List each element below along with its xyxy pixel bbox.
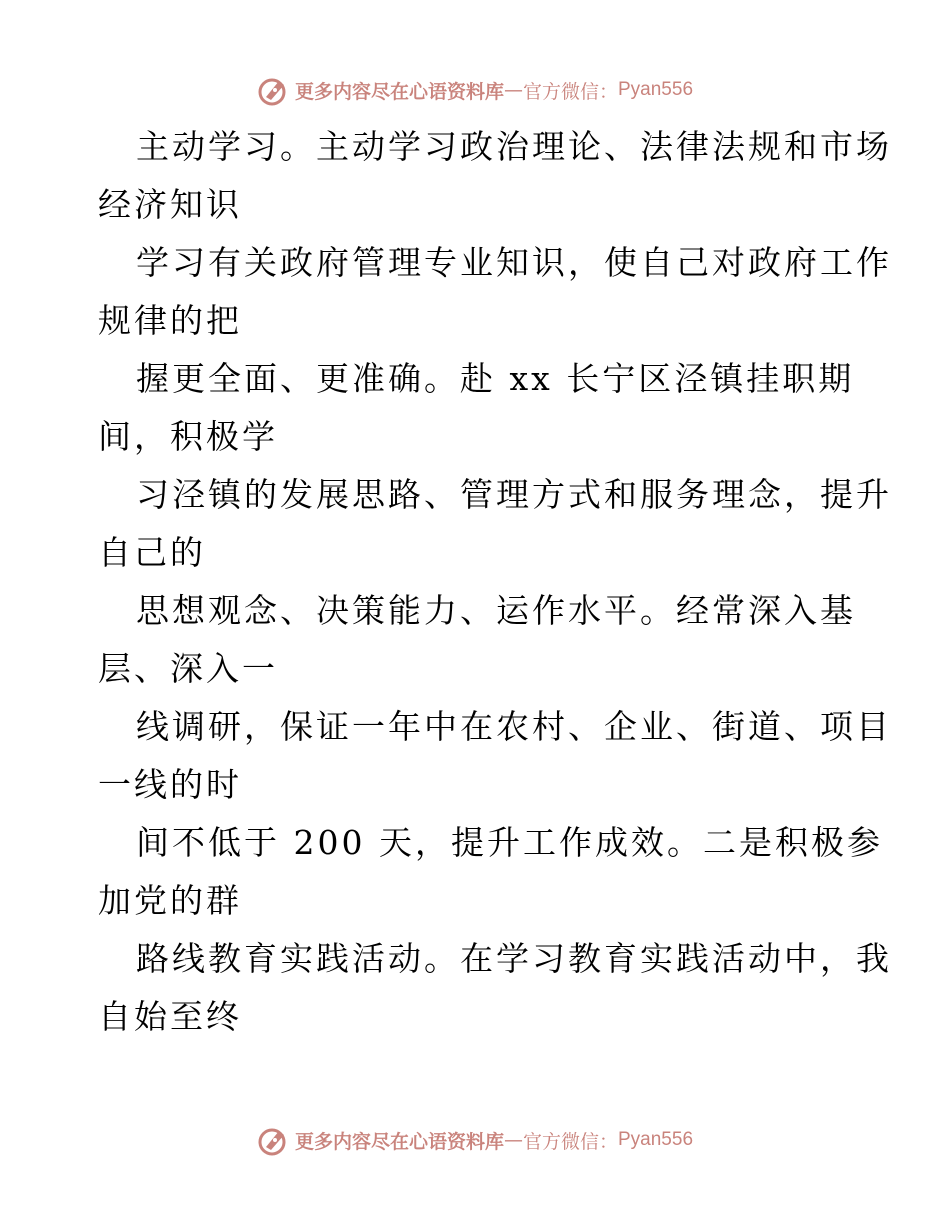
watermark-wechat-label: 官方微信： (522, 80, 618, 103)
body-line: 主动学习。主动学习政治理论、法律法规和市场 (136, 127, 892, 166)
body-line: 间，积极学 (98, 417, 278, 456)
pen-nib-logo-icon (257, 1123, 291, 1157)
body-line: 习泾镇的发展思路、管理方式和服务理念，提升 (136, 475, 892, 514)
body-line: 间不低于 200 天，提升工作成效。二是积极参 (136, 823, 883, 862)
watermark-account: Pyan556 (618, 1129, 694, 1150)
pen-nib-logo-icon (257, 73, 291, 107)
header-watermark (0, 70, 950, 110)
body-line: 一线的时 (98, 765, 242, 804)
body-line: 经济知识 (98, 185, 242, 224)
body-line: 路线教育实践活动。在学习教育实践活动中，我 (136, 939, 892, 978)
footer-watermark (0, 1120, 950, 1160)
body-line: 自己的 (98, 533, 206, 572)
watermark-account: Pyan556 (618, 79, 694, 100)
watermark-separator: — (503, 1129, 523, 1151)
body-line: 规律的把 (98, 301, 242, 340)
watermark-wechat-label: 官方微信： (522, 1130, 618, 1153)
body-line: 加党的群 (98, 881, 242, 920)
body-line: 学习有关政府管理专业知识，使自己对政府工作 (136, 243, 892, 282)
body-line: 线调研，保证一年中在农村、企业、街道、项目 (136, 707, 892, 746)
document-body (98, 118, 892, 1046)
body-line: 握更全面、更准确。赴 xx 长宁区泾镇挂职期 (136, 359, 855, 398)
body-line: 思想观念、决策能力、运作水平。经常深入基 (136, 591, 856, 630)
watermark-separator: — (503, 79, 523, 101)
watermark-site-text: 更多内容尽在心语资料库 (294, 1130, 504, 1153)
body-line: 层、深入一 (98, 649, 278, 688)
body-line: 自始至终 (98, 997, 242, 1036)
watermark-site-text: 更多内容尽在心语资料库 (294, 80, 504, 103)
